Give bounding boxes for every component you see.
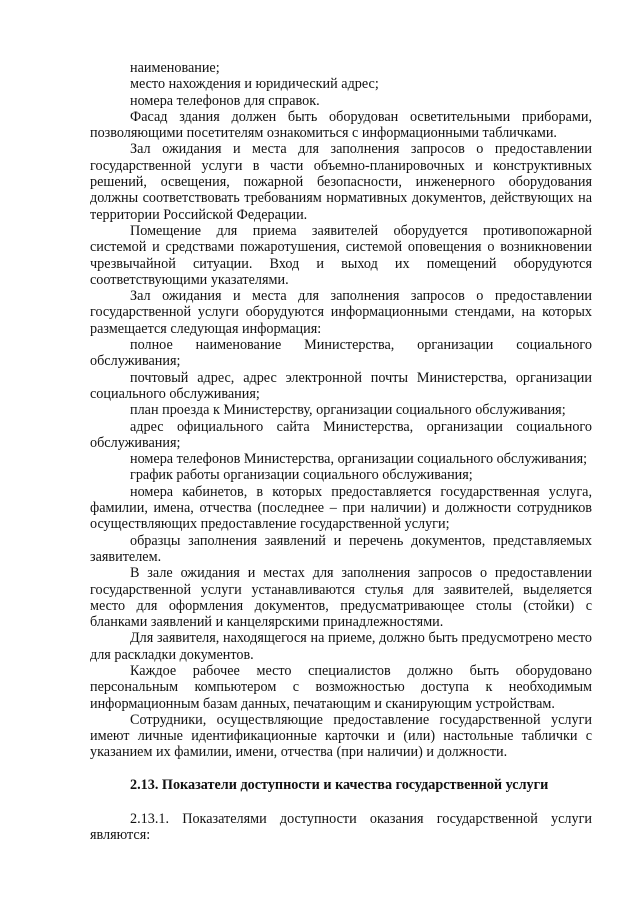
paragraph-workplaces: Каждое рабочее место специалистов должно быть оборудовано персональным компьютером с возможностью доступа к необходимым информационным базам данных, печатающим и сканирующим устройствам. bbox=[90, 662, 592, 712]
list-item-address: место нахождения и юридический адрес; bbox=[130, 76, 379, 93]
list-item-phone-numbers: номера телефонов Министерства, организации социального обслуживания; bbox=[130, 451, 588, 468]
list-item-website: адрес официального сайта Министерства, организации социального обслуживания; bbox=[90, 418, 592, 451]
paragraph-info-stands: Зал ожидания и места для заполнения запросов о предоставлении государственной услуги оборудуются информационными стендами, на которых размещается следующая информация: bbox=[90, 288, 592, 337]
paragraph-employees: Сотрудники, осуществляющие предоставление государственной услуги имеют личные идентификационные карточки и (или) настольные таблички с указанием их фамилии, имени, отчества (при наличии) и должности. bbox=[90, 711, 592, 761]
paragraph-facade: Фасад здания должен быть оборудован осветительными приборами, позволяющими посетителям ознакомиться с информационными табличками. bbox=[90, 108, 592, 142]
paragraph-document-space: Для заявителя, находящегося на приеме, должно быть предусмотрено место для раскладки документов. bbox=[90, 630, 592, 663]
list-item-samples: образцы заполнения заявлений и перечень документов, представляемых заявителем. bbox=[90, 532, 592, 565]
paragraph-waiting-hall-requirements: Зал ожидания и места для заполнения запросов о предоставлении государственной услуги в части объемно-планировочных и конструктивных решений, освещения, пожарной безопасности, инженерного оборудования должны соответствовать требованиям нормативных документов, действующих на территории Российской Федерации. bbox=[90, 141, 592, 223]
paragraph-section-intro: 2.13.1. Показателями доступности оказания государственной услуги являются: bbox=[90, 811, 592, 844]
list-item-postal-address: почтовый адрес, адрес электронной почты Министерства, организации социального обслуживания; bbox=[90, 369, 592, 402]
paragraph-chairs: В зале ожидания и местах для заполнения запросов о предоставлении государственной услуги устанавливаются стулья для заявителей, выделяется место для оформления документов, предусматривающее столы (стойки) с бланками заявлений и канцелярскими принадлежностями. bbox=[90, 565, 592, 631]
section-heading: 2.13. Показатели доступности и качества государственной услуги bbox=[130, 776, 549, 793]
paragraph-fire-safety: Помещение для приема заявителей оборудуется противопожарной системой и средствами пожаротушения, системой оповещения о возникновении чрезвычайной ситуации. Вход и выход их помещений оборудуются соответствующими указателями. bbox=[90, 222, 592, 288]
list-item-schedule: график работы организации социального обслуживания; bbox=[130, 467, 473, 484]
list-item-offices: номера кабинетов, в которых предоставляется государственная услуга, фамилии, имена, отчества (последнее – при наличии) и должности сотрудников осуществляющих предоставление государственной услуги; bbox=[90, 483, 592, 533]
list-item-full-name: полное наименование Министерства, организации социального обслуживания; bbox=[90, 337, 592, 370]
list-item-name: наименование; bbox=[130, 60, 220, 76]
list-item-phones: номера телефонов для справок. bbox=[130, 92, 320, 109]
list-item-route-plan: план проезда к Министерству, организации социального обслуживания; bbox=[130, 402, 566, 419]
document-page bbox=[90, 60, 592, 844]
